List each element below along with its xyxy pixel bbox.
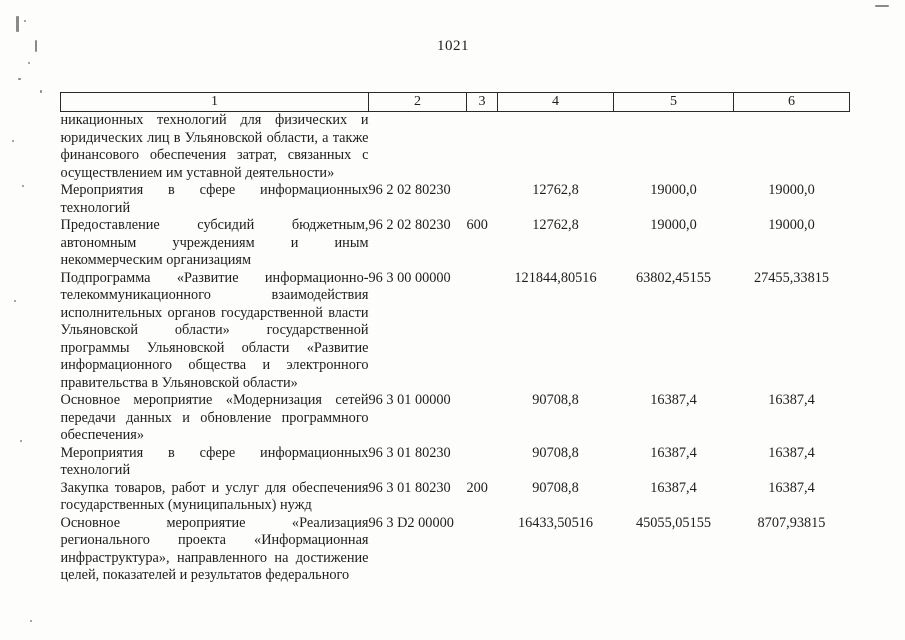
row-value-1: 90708,8 [532,444,579,461]
row-value-3: 19000,0 [768,217,815,233]
row-value-3 [734,112,850,183]
row-value-2: 19000,0 [650,182,697,198]
row-expense-type [467,270,498,393]
row-value-2: 16387,4 [650,444,697,461]
row-name: Подпрограмма «Развитие информационно-телекоммуникационного взаимодействия исполнительных органов государственной власти Ульяновской области» государственной программы Ульяновской области «Развитие информационного общества и электронного правительства в Ульяновской области» [60,269,369,391]
row-code: 96 3 00 00000 [368,269,451,286]
table-row [61,112,850,183]
row-code: 96 3 01 00000 [368,392,451,408]
row-value-1: 12762,8 [532,217,579,233]
column-header-year1: 4 [498,93,614,112]
table-row [61,182,850,217]
row-value-3: 16387,4 [768,444,815,461]
row-code: 96 3 01 80230 [368,444,451,461]
row-value-2: 19000,0 [650,217,697,233]
row-name: Мероприятия в сфере информационных технологий [60,182,369,216]
row-code [369,112,467,183]
row-code: 96 2 02 80230 [368,217,451,233]
column-header-year2: 5 [614,93,734,112]
column-header-name: 1 [61,93,369,112]
row-code: 96 3 01 80230 [368,479,451,496]
row-expense-type [467,182,498,217]
row-value-1: 16433,50516 [517,514,594,531]
table-row [61,270,850,393]
row-value-1 [498,112,614,183]
row-value-1: 121844,80516 [514,269,597,286]
row-value-3: 27455,33815 [753,269,830,286]
row-value-1: 90708,8 [532,392,579,408]
row-name: Закупка товаров, работ и услуг для обеспечения государственных (муниципальных) нужд [60,479,369,513]
table-row [61,445,850,480]
column-header-year3: 6 [734,93,850,112]
table-row [61,515,850,585]
column-header-vr: 3 [467,93,498,112]
row-code: 96 3 D2 00000 [368,514,454,531]
row-value-1: 12762,8 [532,182,579,198]
row-value-3: 8707,93815 [757,514,826,531]
row-value-2: 45055,05155 [635,514,712,531]
table-row [61,392,850,445]
row-code: 96 2 02 80230 [368,182,451,198]
table-row [61,480,850,515]
row-name: никационных технологий для физических и юридических лиц в Ульяновской области, а также финансового обеспечения затрат, связанных с осуществлением им уставной деятельности» [60,112,369,181]
column-header-code: 2 [369,93,467,112]
row-value-3: 16387,4 [768,479,815,496]
row-expense-type: 200 [466,479,488,496]
row-expense-type: 600 [466,217,488,233]
row-name: Основное мероприятие «Реализация регионального проекта «Информационная инфраструктура», направленного на достижение целей, показателей и результатов федерального [60,514,369,583]
row-name: Мероприятия в сфере информационных технологий [60,444,369,478]
row-expense-type [467,392,498,445]
budget-table [60,92,850,585]
row-value-2 [614,112,734,183]
row-value-2: 16387,4 [650,479,697,496]
row-expense-type [467,112,498,183]
table-row [61,217,850,270]
row-name: Основное мероприятие «Модернизация сетей передачи данных и обновление программного обеспечения» [60,392,369,443]
row-value-2: 63802,45155 [635,269,712,286]
table-header-row [61,93,850,112]
row-expense-type [467,445,498,480]
row-value-2: 16387,4 [650,392,697,408]
row-value-3: 16387,4 [768,392,815,408]
row-value-1: 90708,8 [532,479,579,496]
row-name: Предоставление субсидий бюджетным, автономным учреждениям и иным некоммерческим организациям [60,217,369,268]
row-expense-type [467,515,498,585]
row-value-3: 19000,0 [768,182,815,198]
page-number: 1021 [437,38,469,54]
